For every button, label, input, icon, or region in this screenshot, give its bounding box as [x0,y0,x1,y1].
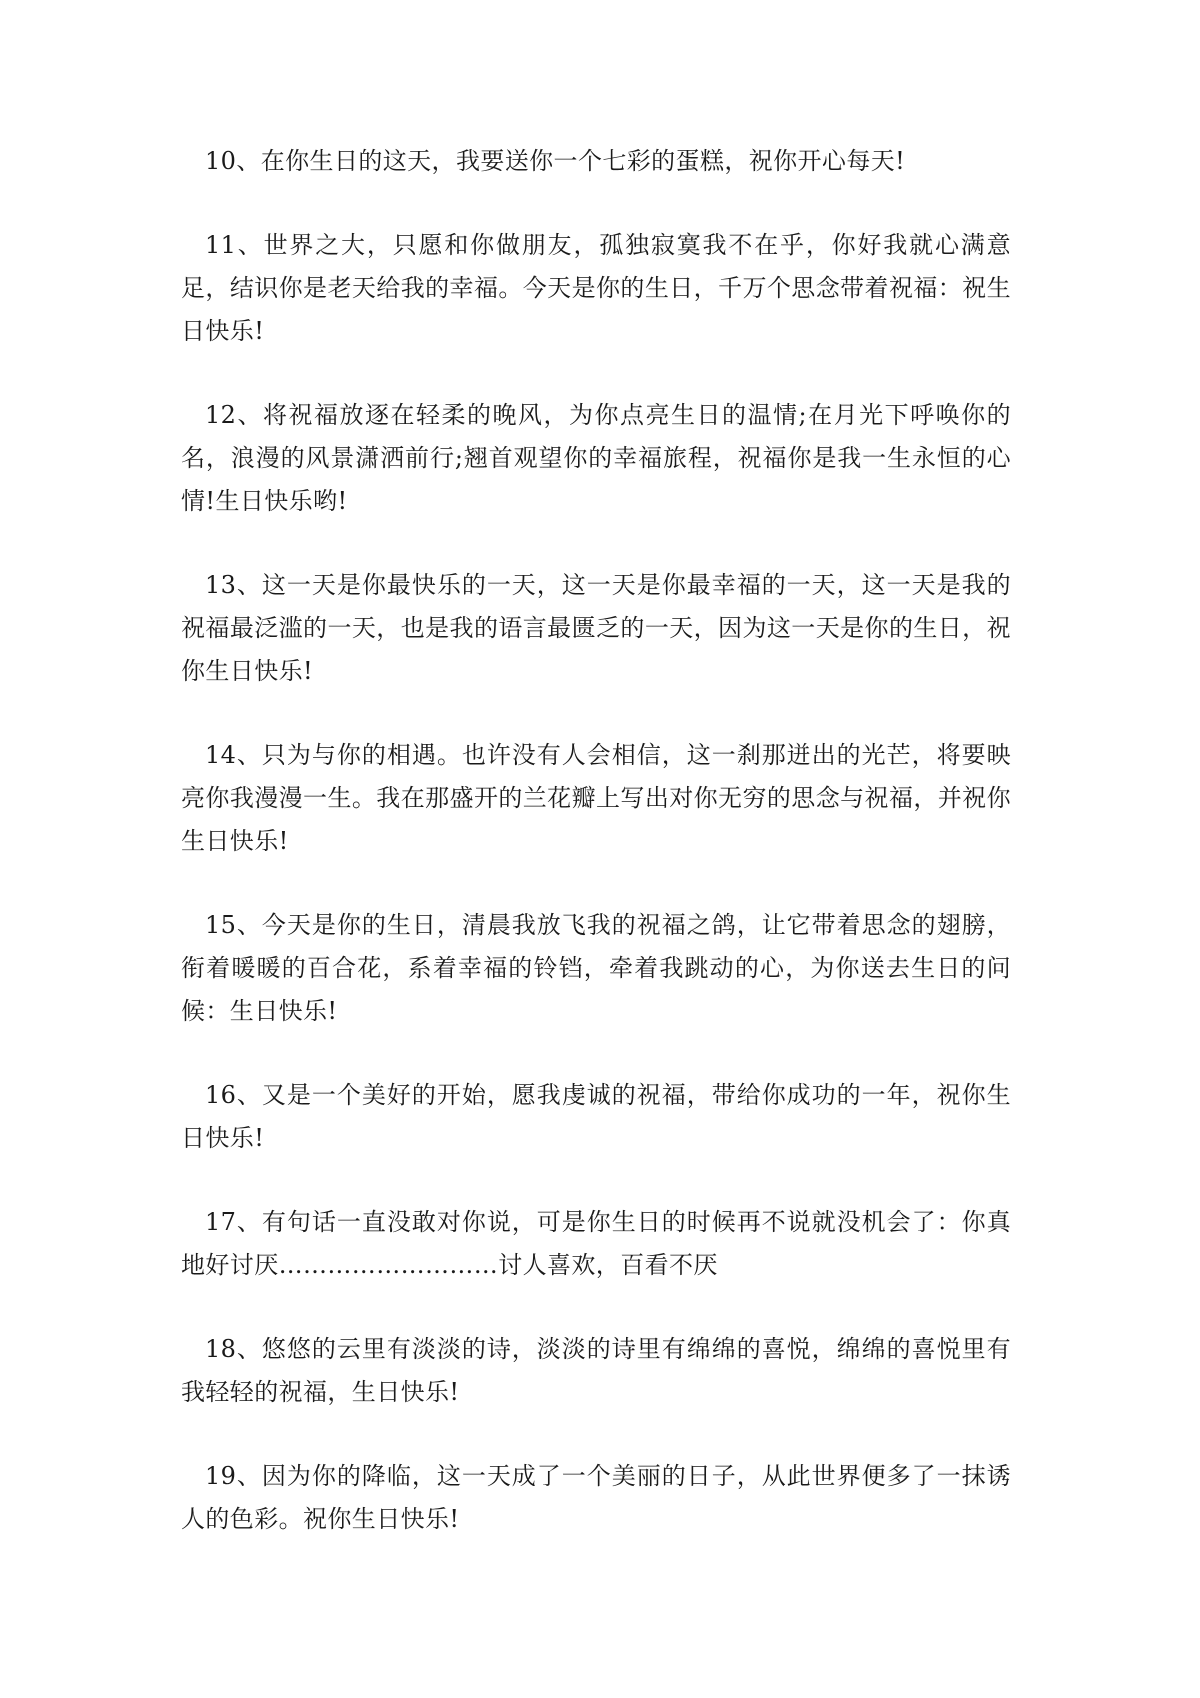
paragraph-15: 15、今天是你的生日，清晨我放飞我的祝福之鸽，让它带着思念的翅膀，衔着暖暖的百合花，系着幸福的铃铛，牵着我跳动的心，为你送去生日的问候：生日快乐! [181,911,1011,1025]
paragraph-14: 14、只为与你的相遇。也许没有人会相信，这一刹那迸出的光芒，将要映亮你我漫漫一生。我在那盛开的兰花瓣上写出对你无穷的思念与祝福，并祝你生日快乐! [181,741,1011,855]
paragraph-10: 10、在你生日的这天，我要送你一个七彩的蛋糕，祝你开心每天! [205,147,906,175]
paragraph-13: 13、这一天是你最快乐的一天，这一天是你最幸福的一天，这一天是我的祝福最泛滥的一天，也是我的语言最匮乏的一天，因为这一天是你的生日，祝你生日快乐! [181,571,1011,685]
paragraph-11: 11、世界之大，只愿和你做朋友，孤独寂寞我不在乎，你好我就心满意足，结识你是老天给我的幸福。今天是你的生日，千万个思念带着祝福：祝生日快乐! [181,231,1011,345]
paragraph-12: 12、将祝福放逐在轻柔的晚风，为你点亮生日的温情;在月光下呼唤你的名，浪漫的风景潇洒前行;翘首观望你的幸福旅程，祝福你是我一生永恒的心情!生日快乐哟! [181,401,1011,515]
paragraph-19: 19、因为你的降临，这一天成了一个美丽的日子，从此世界便多了一抹诱人的色彩。祝你生日快乐! [181,1462,1011,1533]
document-body [181,140,1011,1582]
paragraph-16: 16、又是一个美好的开始，愿我虔诚的祝福，带给你成功的一年，祝你生日快乐! [181,1081,1011,1152]
paragraph-17: 17、有句话一直没敢对你说，可是你生日的时候再不说就没机会了：你真地好讨厌………………………讨人喜欢，百看不厌 [181,1208,1011,1279]
paragraph-18: 18、悠悠的云里有淡淡的诗，淡淡的诗里有绵绵的喜悦，绵绵的喜悦里有我轻轻的祝福，生日快乐! [181,1335,1011,1406]
